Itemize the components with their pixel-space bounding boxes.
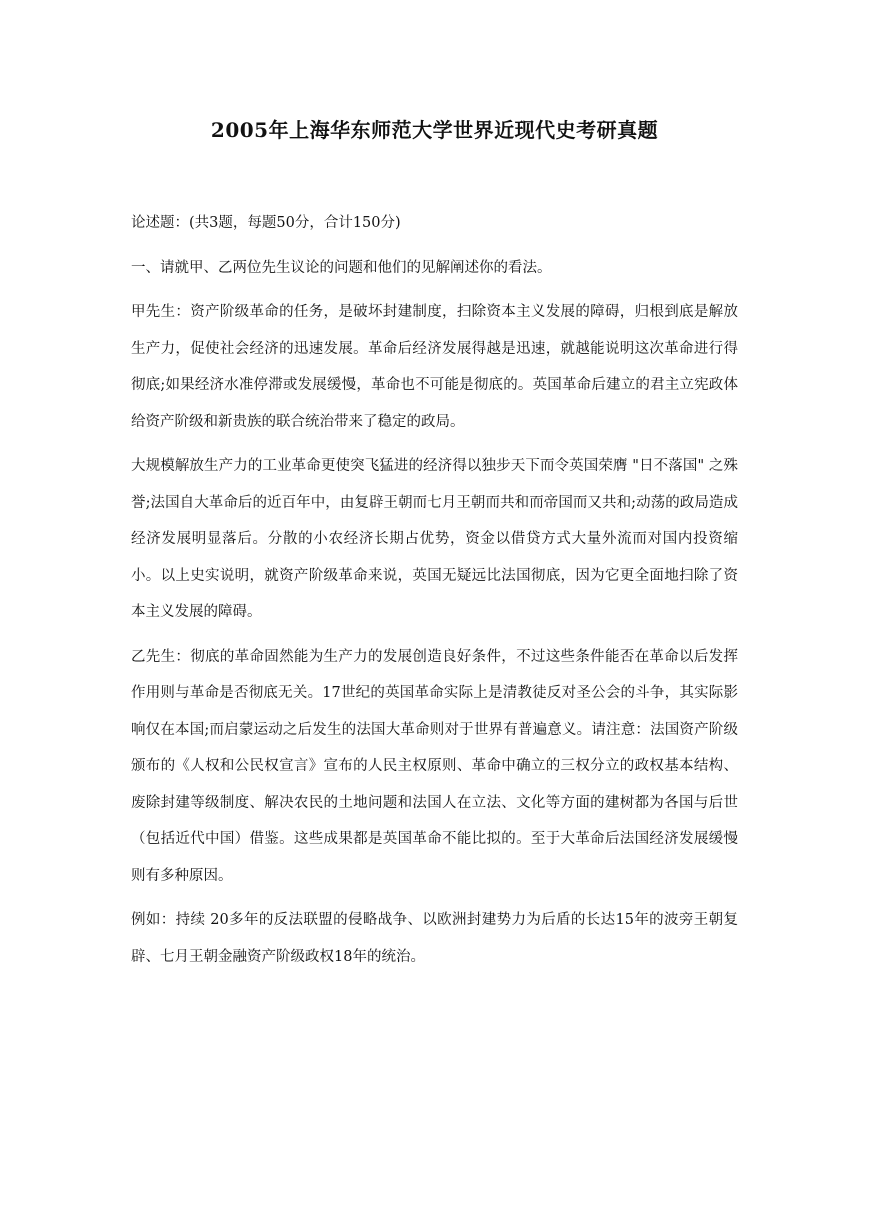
view-b-example-paragraph: 例如：持续 20多年的反法联盟的侵略战争、以欧洲封建势力为后盾的长达15年的波旁王朝复辟、七月王朝金融资产阶级政权18年的统治。 — [131, 912, 738, 965]
document-title: 2005年上海华东师范大学世界近现代史考研真题 — [210, 118, 659, 142]
question-type-heading: 论述题：(共3题，每题50分，合计150分) — [131, 215, 401, 231]
view-a-paragraph-2: 大规模解放生产力的工业革命更使突飞猛进的经济得以独步天下而令英国荣膺 "日不落国" 之殊誉;法国自大革命后的近百年中，由复辟王朝而七月王朝而共和而帝国而又共和;动荡的政局造成经济发展明显落后。分散的小农经济长期占优势，资金以借贷方式大量外流而对国内投资缩小。以上史实说明，就资产阶级革命来说，英国无疑远比法国彻底，因为它更全面地扫除了资本主义发展的障碍。 — [131, 458, 738, 620]
view-a-paragraph-1: 甲先生：资产阶级革命的任务，是破坏封建制度，扫除资本主义发展的障碍，归根到底是解放生产力，促使社会经济的迅速发展。革命后经济发展得越是迅速，就越能说明这次革命进行得彻底;如果经济水准停滞或发展缓慢，革命也不可能是彻底的。英国革命后建立的君主立宪政体给资产阶级和新贵族的联合统治带来了稳定的政局。 — [131, 304, 738, 430]
view-b-paragraph: 乙先生：彻底的革命固然能为生产力的发展创造良好条件，不过这些条件能否在革命以后发挥作用则与革命是否彻底无关。17世纪的英国革命实际上是清教徒反对圣公会的斗争，其实际影响仅在本国;而启蒙运动之后发生的法国大革命则对于世界有普遍意义。请注意：法国资产阶级颁布的《人权和公民权宣言》宣布的人民主权原则、革命中确立的三权分立的政权基本结构、废除封建等级制度、解决农民的土地问题和法国人在立法、文化等方面的建树都为各国与后世（包括近代中国）借鉴。这些成果都是英国革命不能比拟的。至于大革命后法国经济发展缓慢则有多种原因。 — [131, 648, 738, 884]
document-body — [131, 205, 738, 975]
question-prompt: 一、请就甲、乙两位先生议论的问题和他们的见解阐述你的看法。 — [131, 259, 552, 276]
